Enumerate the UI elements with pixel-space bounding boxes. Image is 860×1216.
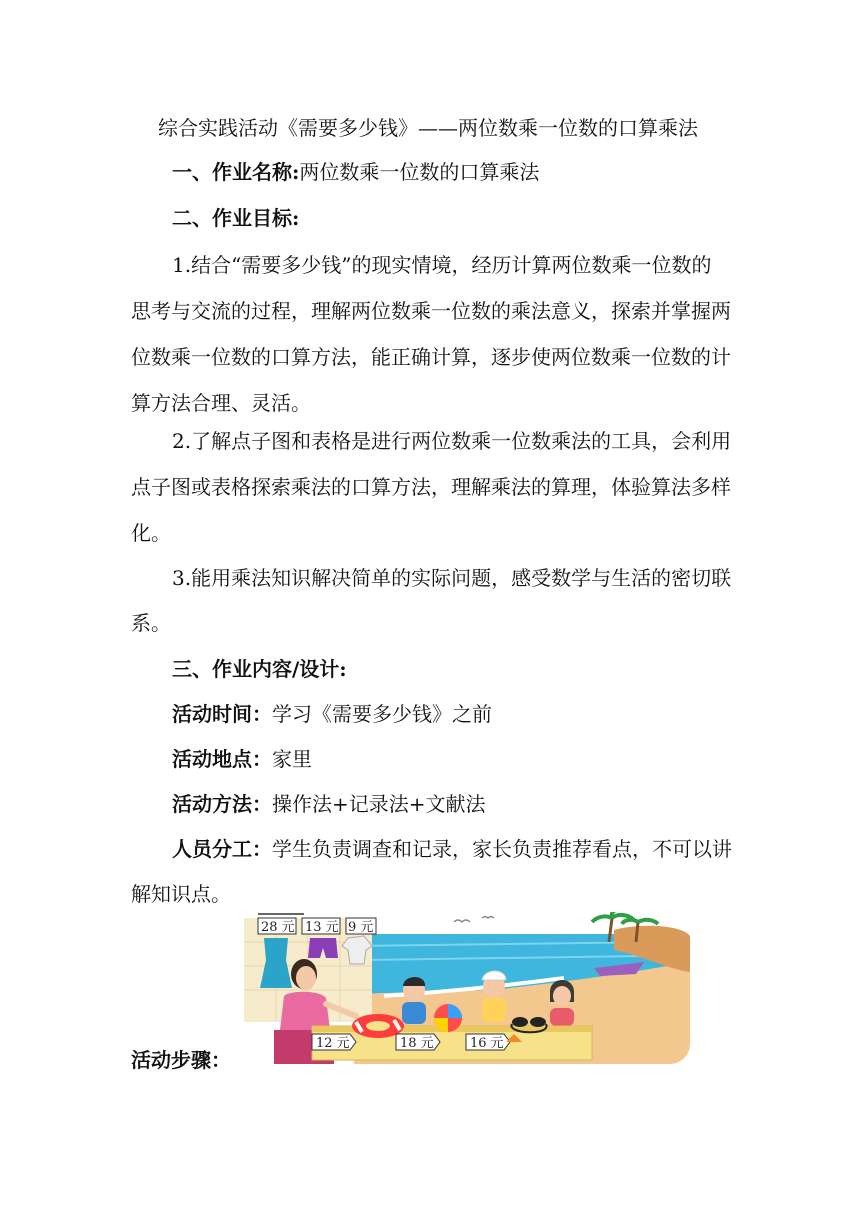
price-tag-swim-ring-text: 12 元	[316, 1036, 350, 1051]
section1-text: 两位数乘一位数的口算乘法	[299, 160, 540, 184]
section1-heading	[172, 157, 539, 187]
activity-method-label: 活动方法：	[172, 792, 272, 816]
activity-roles	[172, 834, 732, 864]
beach-shop-svg	[244, 912, 690, 1064]
goal1-line3: 位数乘一位数的口算方法，能正确计算，逐步使两位数乘一位数的计	[131, 345, 731, 369]
activity-time-label: 活动时间：	[172, 702, 272, 726]
goal2-line3: 化。	[131, 521, 171, 545]
section1-heading-label: 一、作业名称:	[172, 160, 300, 184]
goal3-line2: 系。	[131, 611, 171, 635]
section3-heading: 三、作业内容/设计:	[172, 657, 347, 681]
activity-steps-label: 活动步骤：	[131, 1048, 231, 1072]
price-tag-beach-ball-text: 18 元	[400, 1036, 434, 1051]
section2-heading: 二、作业目标:	[172, 206, 300, 230]
activity-roles-line2: 解知识点。	[131, 882, 231, 906]
activity-place-label: 活动地点：	[172, 747, 272, 771]
activity-method-value: 操作法+记录法+文献法	[272, 792, 486, 816]
activity-time-value: 学习《需要多少钱》之前	[272, 702, 492, 726]
goal2-line2: 点子图或表格探索乘法的口算方法，理解乘法的算理，体验算法多样	[131, 475, 731, 499]
activity-place-value: 家里	[272, 747, 312, 771]
price-tag-shirt-text: 9 元	[348, 920, 374, 935]
beach-shop-illustration	[244, 912, 690, 1064]
price-tag-shorts-text: 13 元	[305, 920, 339, 935]
document-title: 综合实践活动《需要多少钱》——两位数乘一位数的口算乘法	[158, 116, 698, 140]
goal1-line1: 1.结合“需要多少钱”的现实情境，经历计算两位数乘一位数的	[172, 253, 712, 277]
goal1-line4: 算方法合理、灵活。	[131, 391, 311, 415]
activity-roles-label: 人员分工：	[172, 837, 272, 861]
activity-time	[172, 699, 492, 729]
goal1-line2: 思考与交流的过程，理解两位数乘一位数的乘法意义，探索并掌握两	[131, 299, 731, 323]
activity-method	[172, 789, 486, 819]
goal3-line1: 3.能用乘法知识解决简单的实际问题，感受数学与生活的密切联	[172, 566, 732, 590]
goal2-line1: 2.了解点子图和表格是进行两位数乘一位数乘法的工具，会利用	[172, 429, 732, 453]
activity-place	[172, 744, 312, 774]
activity-roles-line1: 学生负责调查和记录，家长负责推荐看点，不可以讲	[272, 837, 732, 861]
price-tag-goggles-text: 16 元	[470, 1036, 504, 1051]
price-tag-swimsuit-text: 28 元	[261, 920, 295, 935]
